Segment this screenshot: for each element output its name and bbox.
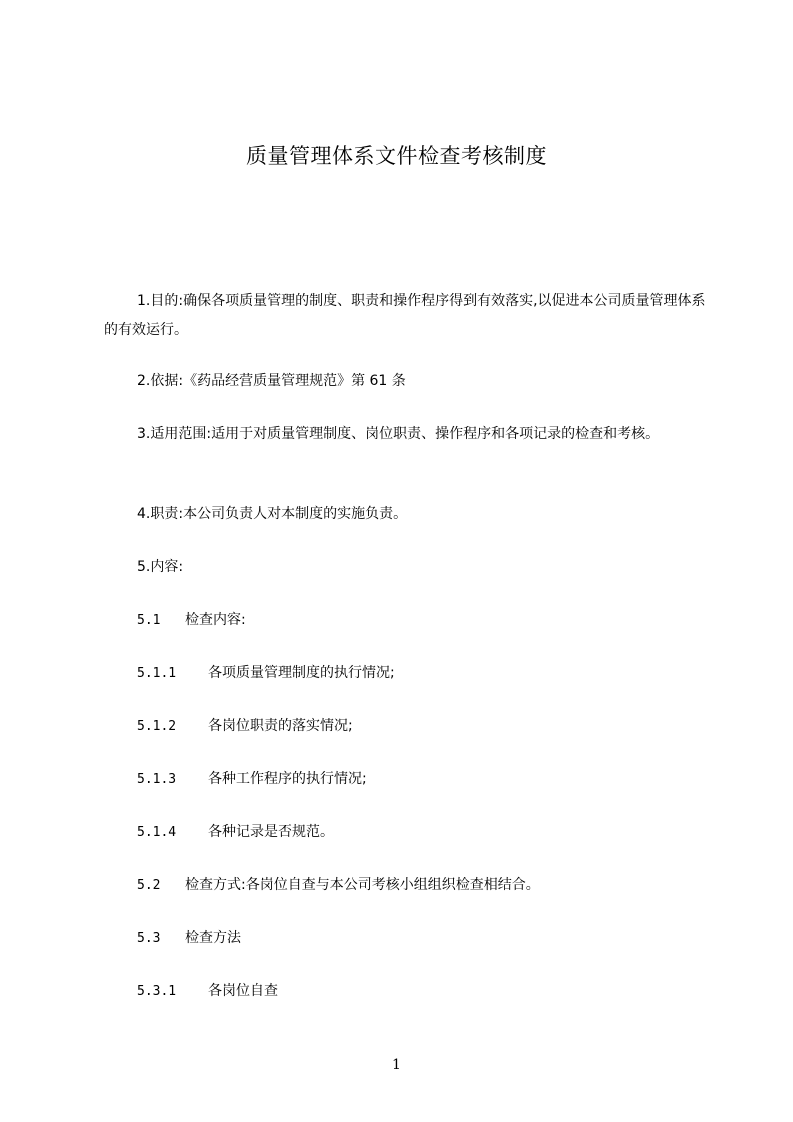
- item-number: 5.1.4: [137, 825, 177, 840]
- document-title: 质量管理体系文件检查考核制度: [246, 144, 547, 168]
- list-item: [137, 769, 367, 790]
- item-number: 5.3: [137, 931, 161, 946]
- item-text: 检查方式:各岗位自查与本公司考核小组组织检查相结合。: [185, 877, 540, 893]
- item-text: 检查方法: [185, 930, 241, 946]
- list-item: [137, 663, 395, 684]
- item-number: 5.1: [137, 613, 161, 628]
- item-text: 各种工作程序的执行情况;: [208, 771, 367, 787]
- item-number: 5.1.1: [137, 666, 177, 681]
- paragraph-content-heading: 5.内容:: [137, 559, 184, 575]
- list-item: [137, 822, 334, 843]
- item-text: 各岗位自查: [208, 983, 278, 999]
- list-item: [137, 981, 278, 1002]
- item-number: 5.2: [137, 878, 161, 893]
- item-number: 5.1.2: [137, 719, 177, 734]
- item-number: 5.1.3: [137, 772, 177, 787]
- paragraph-responsibility: 4.职责:本公司负责人对本制度的实施负责。: [137, 506, 408, 522]
- page-number: 1: [392, 1057, 401, 1073]
- item-text: 各岗位职责的落实情况;: [208, 718, 353, 734]
- item-text: 各项质量管理制度的执行情况;: [208, 665, 395, 681]
- paragraph-basis: 2.依据:《药品经营质量管理规范》第 61 条: [137, 373, 406, 389]
- item-number: 5.3.1: [137, 984, 177, 999]
- list-item: [137, 716, 353, 737]
- list-item: [137, 610, 246, 631]
- list-item: [137, 875, 540, 896]
- item-text: 检查内容:: [185, 612, 246, 628]
- list-item: [137, 928, 241, 949]
- paragraph-scope: 3.适用范围:适用于对质量管理制度、岗位职责、操作程序和各项记录的检查和考核。: [137, 426, 660, 442]
- item-text: 各种记录是否规范。: [208, 824, 334, 840]
- paragraph-purpose: 1.目的:确保各项质量管理的制度、职责和操作程序得到有效落实,以促进本公司质量管理体系的有效运行。: [104, 293, 706, 338]
